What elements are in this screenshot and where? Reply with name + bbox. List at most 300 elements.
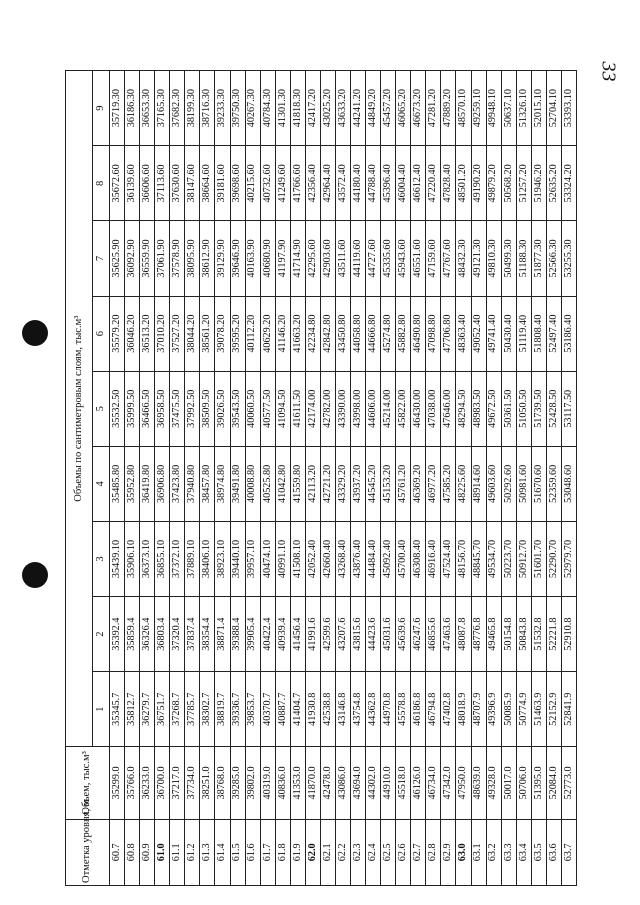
volume-cell: 47342.0 — [441, 747, 456, 819]
layer-volume-cell: 39646.90 — [230, 221, 245, 296]
layer-volume-cell: 46612.40 — [411, 146, 426, 221]
volume-cell: 50017.0 — [501, 747, 516, 819]
volume-cell: 42478.0 — [320, 747, 335, 819]
layer-volume-cell: 51532.8 — [531, 597, 546, 672]
layer-volume-cell: 48087.8 — [456, 597, 471, 672]
table-row — [170, 71, 185, 886]
layer-volume-cell: 52497.40 — [546, 296, 561, 371]
layer-volume-cell: 35859.4 — [125, 597, 140, 672]
table-row — [426, 71, 441, 886]
layer-volume-cell: 52841.9 — [561, 672, 576, 747]
level-cell: 60.7 — [110, 819, 125, 885]
level-cell: 61.5 — [230, 819, 245, 885]
layer-volume-cell: 43633.20 — [335, 71, 350, 146]
layer-volume-cell: 52015.10 — [531, 71, 546, 146]
rotated-table-container — [65, 70, 577, 886]
layer-volume-cell: 47706.80 — [441, 296, 456, 371]
layer-volume-cell: 36092.90 — [125, 221, 140, 296]
layer-volume-cell: 47828.40 — [441, 146, 456, 221]
layer-volume-cell: 45457.20 — [381, 71, 396, 146]
level-cell: 61.6 — [245, 819, 260, 885]
layer-volume-cell: 35812.7 — [125, 672, 140, 747]
layer-volume-cell: 52566.30 — [546, 221, 561, 296]
layer-volume-cell: 46430.00 — [411, 371, 426, 446]
layer-volume-cell: 40991.10 — [275, 521, 290, 596]
layer-volume-cell: 35952.80 — [125, 446, 140, 521]
layer-volume-cell: 50774.9 — [516, 672, 531, 747]
table-row — [441, 71, 456, 886]
level-cell: 62.0 — [305, 819, 320, 885]
layer-volume-cell: 51257.20 — [516, 146, 531, 221]
layer-volume-cell: 42782.00 — [320, 371, 335, 446]
layer-volume-cell: 38147.60 — [185, 146, 200, 221]
layer-volume-cell: 46855.6 — [426, 597, 441, 672]
layer-volume-cell: 43146.8 — [335, 672, 350, 747]
table-row — [335, 71, 350, 886]
layer-volume-cell: 46551.60 — [411, 221, 426, 296]
layer-volume-cell: 38354.4 — [200, 597, 215, 672]
layer-volume-cell: 37061.90 — [155, 221, 170, 296]
layer-volume-cell: 45335.60 — [381, 221, 396, 296]
layer-volume-cell: 47585.20 — [441, 446, 456, 521]
layer-volume-cell: 43572.40 — [335, 146, 350, 221]
layer-volume-cell: 48845.70 — [471, 521, 486, 596]
punch-hole-top — [22, 320, 48, 346]
layer-volume-cell: 37320.4 — [170, 597, 185, 672]
layer-volume-cell: 39233.30 — [215, 71, 230, 146]
layer-volume-cell: 48501.20 — [456, 146, 471, 221]
volume-cell: 50706.0 — [516, 747, 531, 819]
layer-volume-cell: 42964.40 — [320, 146, 335, 221]
layer-volume-cell: 37010.20 — [155, 296, 170, 371]
level-cell: 63.5 — [531, 819, 546, 885]
layer-volume-cell: 39491.80 — [230, 446, 245, 521]
layer-volume-cell: 51670.60 — [531, 446, 546, 521]
layer-volume-cell: 45822.00 — [396, 371, 411, 446]
layer-volume-cell: 45031.6 — [381, 597, 396, 672]
layer-volume-cell: 44666.80 — [366, 296, 381, 371]
volume-cell: 44910.0 — [381, 747, 396, 819]
layer-volume-cell: 40474.10 — [260, 521, 275, 596]
layer-volume-cell: 39440.10 — [230, 521, 245, 596]
level-cell: 62.6 — [396, 819, 411, 885]
level-cell: 63.2 — [486, 819, 501, 885]
table-row — [531, 71, 546, 886]
layer-volume-cell: 36186.30 — [125, 71, 140, 146]
layer-volume-cell: 42599.6 — [320, 597, 335, 672]
layer-volume-cell: 40680.90 — [260, 221, 275, 296]
layer-volume-cell: 52910.8 — [561, 597, 576, 672]
layer-volume-cell: 53117.50 — [561, 371, 576, 446]
layer-volume-cell: 39129.90 — [215, 221, 230, 296]
layer-volume-cell: 42417.20 — [305, 71, 320, 146]
layer-volume-cell: 41766.60 — [290, 146, 305, 221]
table-row — [185, 71, 200, 886]
layer-volume-cell: 44362.8 — [366, 672, 381, 747]
table-row — [215, 71, 230, 886]
layer-volume-cell: 41663.20 — [290, 296, 305, 371]
layer-volume-cell: 45700.40 — [396, 521, 411, 596]
layer-volume-cell: 45092.40 — [381, 521, 396, 596]
level-cell: 62.7 — [411, 819, 426, 885]
layer-volume-cell: 39336.7 — [230, 672, 245, 747]
layer-volume-cell: 49603.60 — [486, 446, 501, 521]
layer-volume-cell: 52979.70 — [561, 521, 576, 596]
layer-volume-cell: 35906.10 — [125, 521, 140, 596]
table-row — [305, 71, 320, 886]
layer-volume-cell: 36803.4 — [155, 597, 170, 672]
level-cell: 62.5 — [381, 819, 396, 885]
layer-volume-cell: 35625.90 — [110, 221, 125, 296]
layer-volume-cell: 51463.9 — [531, 672, 546, 747]
layer-volume-cell: 44241.20 — [351, 71, 366, 146]
layer-volume-cell: 52635.20 — [546, 146, 561, 221]
layer-volume-cell: 35485.80 — [110, 446, 125, 521]
layer-volume-cell: 35392.4 — [110, 597, 125, 672]
layer-volume-cell: 37630.60 — [170, 146, 185, 221]
layer-volume-cell: 46673.20 — [411, 71, 426, 146]
table-row — [351, 71, 366, 886]
layer-volume-cell: 48432.30 — [456, 221, 471, 296]
layer-volume-cell: 44058.80 — [351, 296, 366, 371]
layer-volume-cell: 48225.60 — [456, 446, 471, 521]
layer-volume-cell: 48363.40 — [456, 296, 471, 371]
layer-volume-cell: 44606.00 — [366, 371, 381, 446]
layer-volume-cell: 38716.30 — [200, 71, 215, 146]
layer-volume-cell: 46065.20 — [396, 71, 411, 146]
level-cell: 61.4 — [215, 819, 230, 885]
layer-volume-cell: 53048.60 — [561, 446, 576, 521]
layer-volume-cell: 41301.30 — [275, 71, 290, 146]
table-row — [290, 71, 305, 886]
layer-volume-cell: 49672.50 — [486, 371, 501, 446]
layer-volume-cell: 48294.50 — [456, 371, 471, 446]
table-row — [275, 71, 290, 886]
layer-volume-cell: 43511.60 — [335, 221, 350, 296]
table-row — [155, 71, 170, 886]
table-row — [501, 71, 516, 886]
layer-volume-cell: 37992.50 — [185, 371, 200, 446]
layer-volume-cell: 45761.20 — [396, 446, 411, 521]
layer-volume-cell: 39078.20 — [215, 296, 230, 371]
layer-volume-cell: 45153.20 — [381, 446, 396, 521]
layer-volume-cell: 35672.60 — [110, 146, 125, 221]
layer-volume-cell: 39388.4 — [230, 597, 245, 672]
level-cell: 61.9 — [290, 819, 305, 885]
layer-volume-cell: 40629.20 — [260, 296, 275, 371]
layer-volume-cell: 51946.20 — [531, 146, 546, 221]
layer-volume-cell: 47402.8 — [441, 672, 456, 747]
layer-volume-cell: 47159.60 — [426, 221, 441, 296]
table-row — [486, 71, 501, 886]
layer-volume-cell: 46490.80 — [411, 296, 426, 371]
layer-volume-cell: 37682.30 — [170, 71, 185, 146]
layer-volume-cell: 49396.9 — [486, 672, 501, 747]
header-subcol: 3 — [93, 521, 110, 596]
layer-volume-cell: 45274.80 — [381, 296, 396, 371]
table-row — [546, 71, 561, 886]
level-cell: 60.9 — [140, 819, 155, 885]
layer-volume-cell: 41094.50 — [275, 371, 290, 446]
layer-volume-cell: 37113.60 — [155, 146, 170, 221]
layer-volume-cell: 46186.8 — [411, 672, 426, 747]
volume-cell: 46734.0 — [426, 747, 441, 819]
layer-volume-cell: 47646.00 — [441, 371, 456, 446]
layer-volume-cell: 41991.6 — [305, 597, 320, 672]
volume-cell: 38251.0 — [200, 747, 215, 819]
layer-volume-cell: 40939.4 — [275, 597, 290, 672]
layer-volume-cell: 48570.10 — [456, 71, 471, 146]
layer-volume-cell: 45578.8 — [396, 672, 411, 747]
volume-cell: 47950.0 — [456, 747, 471, 819]
layer-volume-cell: 41930.8 — [305, 672, 320, 747]
layer-volume-cell: 37475.50 — [170, 371, 185, 446]
table-row — [561, 71, 576, 886]
layer-volume-cell: 40112.20 — [245, 296, 260, 371]
volume-cell: 35299.0 — [110, 747, 125, 819]
layer-volume-cell: 37578.90 — [170, 221, 185, 296]
layer-volume-cell: 37372.10 — [170, 521, 185, 596]
layer-volume-cell: 50981.60 — [516, 446, 531, 521]
layer-volume-cell: 43390.00 — [335, 371, 350, 446]
layer-volume-cell: 35345.7 — [110, 672, 125, 747]
volume-cell: 49328.0 — [486, 747, 501, 819]
layer-volume-cell: 44545.20 — [366, 446, 381, 521]
layer-volume-cell: 36279.7 — [140, 672, 155, 747]
layer-volume-cell: 42295.60 — [305, 221, 320, 296]
layer-volume-cell: 40060.50 — [245, 371, 260, 446]
volume-cell: 43086.0 — [335, 747, 350, 819]
layer-volume-cell: 35532.50 — [110, 371, 125, 446]
level-cell: 63.0 — [456, 819, 471, 885]
layer-volume-cell: 50223.70 — [501, 521, 516, 596]
layer-volume-cell: 47220.40 — [426, 146, 441, 221]
punch-hole-bottom — [22, 562, 48, 588]
layer-volume-cell: 53186.40 — [561, 296, 576, 371]
layer-volume-cell: 44849.20 — [366, 71, 381, 146]
volume-cell: 39802.0 — [245, 747, 260, 819]
layer-volume-cell: 46369.20 — [411, 446, 426, 521]
header-group: Объемы по сантиметровым слоям, тыс.м³ — [66, 71, 93, 747]
layer-volume-cell: 42174.00 — [305, 371, 320, 446]
table-row — [471, 71, 486, 886]
layer-volume-cell: 45639.6 — [396, 597, 411, 672]
layer-volume-cell: 47038.00 — [426, 371, 441, 446]
layer-volume-cell: 50499.30 — [501, 221, 516, 296]
layer-volume-cell: 43754.8 — [351, 672, 366, 747]
layer-volume-cell: 48776.8 — [471, 597, 486, 672]
layer-volume-cell: 51808.40 — [531, 296, 546, 371]
layer-volume-cell: 50361.50 — [501, 371, 516, 446]
layer-volume-cell: 49465.8 — [486, 597, 501, 672]
layer-volume-cell: 36419.80 — [140, 446, 155, 521]
volume-cell: 52773.0 — [561, 747, 576, 819]
level-cell: 63.1 — [471, 819, 486, 885]
layer-volume-cell: 36373.10 — [140, 521, 155, 596]
layer-volume-cell: 38561.20 — [200, 296, 215, 371]
layer-volume-cell: 38302.7 — [200, 672, 215, 747]
level-cell: 62.2 — [335, 819, 350, 885]
level-cell: 61.2 — [185, 819, 200, 885]
layer-volume-cell: 47281.20 — [426, 71, 441, 146]
header-subcol: 2 — [93, 597, 110, 672]
layer-volume-cell: 50912.70 — [516, 521, 531, 596]
header-subcol: 5 — [93, 371, 110, 446]
layer-volume-cell: 51601.70 — [531, 521, 546, 596]
layer-volume-cell: 47098.80 — [426, 296, 441, 371]
header-subcol: 7 — [93, 221, 110, 296]
layer-volume-cell: 50843.8 — [516, 597, 531, 672]
layer-volume-cell: 38974.80 — [215, 446, 230, 521]
layer-volume-cell: 52290.70 — [546, 521, 561, 596]
layer-volume-cell: 49534.70 — [486, 521, 501, 596]
layer-volume-cell: 40732.60 — [260, 146, 275, 221]
volume-cell: 41870.0 — [305, 747, 320, 819]
layer-volume-cell: 45396.40 — [381, 146, 396, 221]
layer-volume-cell: 40525.80 — [260, 446, 275, 521]
table-row — [230, 71, 245, 886]
layer-volume-cell: 46794.8 — [426, 672, 441, 747]
layer-volume-cell: 50292.60 — [501, 446, 516, 521]
table-row — [200, 71, 215, 886]
volume-cell: 37217.0 — [170, 747, 185, 819]
layer-volume-cell: 42842.80 — [320, 296, 335, 371]
layer-volume-cell: 52221.8 — [546, 597, 561, 672]
layer-volume-cell: 37785.7 — [185, 672, 200, 747]
table-row — [456, 71, 471, 886]
layer-volume-cell: 39543.50 — [230, 371, 245, 446]
layer-volume-cell: 39905.4 — [245, 597, 260, 672]
layer-volume-cell: 49879.20 — [486, 146, 501, 221]
layer-volume-cell: 40163.90 — [245, 221, 260, 296]
layer-volume-cell: 48914.60 — [471, 446, 486, 521]
volume-cell: 51395.0 — [531, 747, 546, 819]
layer-volume-cell: 39698.60 — [230, 146, 245, 221]
level-cell: 61.1 — [170, 819, 185, 885]
layer-volume-cell: 52428.50 — [546, 371, 561, 446]
layer-volume-cell: 49190.20 — [471, 146, 486, 221]
layer-volume-cell: 44180.40 — [351, 146, 366, 221]
layer-volume-cell: 38406.10 — [200, 521, 215, 596]
volume-cell: 38768.0 — [215, 747, 230, 819]
layer-volume-cell: 36653.30 — [140, 71, 155, 146]
layer-volume-cell: 36139.60 — [125, 146, 140, 221]
layer-volume-cell: 43025.20 — [320, 71, 335, 146]
layer-volume-cell: 49810.30 — [486, 221, 501, 296]
table-row — [260, 71, 275, 886]
layer-volume-cell: 37268.7 — [170, 672, 185, 747]
layer-volume-cell: 46977.20 — [426, 446, 441, 521]
layer-volume-cell: 49741.40 — [486, 296, 501, 371]
level-cell: 63.3 — [501, 819, 516, 885]
layer-volume-cell: 40887.7 — [275, 672, 290, 747]
table-row — [110, 71, 125, 886]
layer-volume-cell: 43207.6 — [335, 597, 350, 672]
volume-table — [65, 70, 577, 886]
layer-volume-cell: 50568.20 — [501, 146, 516, 221]
layer-volume-cell: 36958.50 — [155, 371, 170, 446]
volume-cell: 37734.0 — [185, 747, 200, 819]
layer-volume-cell: 37165.30 — [155, 71, 170, 146]
layer-volume-cell: 46247.6 — [411, 597, 426, 672]
volume-cell: 36233.0 — [140, 747, 155, 819]
volume-cell: 40319.0 — [260, 747, 275, 819]
layer-volume-cell: 39750.30 — [230, 71, 245, 146]
layer-volume-cell: 50085.9 — [501, 672, 516, 747]
layer-volume-cell: 49259.10 — [471, 71, 486, 146]
layer-volume-cell: 43268.40 — [335, 521, 350, 596]
layer-volume-cell: 39853.7 — [245, 672, 260, 747]
header-subcol: 4 — [93, 446, 110, 521]
layer-volume-cell: 52359.60 — [546, 446, 561, 521]
volume-cell: 46126.0 — [411, 747, 426, 819]
layer-volume-cell: 53324.20 — [561, 146, 576, 221]
layer-volume-cell: 35719.30 — [110, 71, 125, 146]
level-cell: 61.3 — [200, 819, 215, 885]
layer-volume-cell: 48156.70 — [456, 521, 471, 596]
layer-volume-cell: 41508.10 — [290, 521, 305, 596]
layer-volume-cell: 44788.40 — [366, 146, 381, 221]
layer-volume-cell: 47889.20 — [441, 71, 456, 146]
volume-cell: 43694.0 — [351, 747, 366, 819]
layer-volume-cell: 40008.80 — [245, 446, 260, 521]
layer-volume-cell: 41714.90 — [290, 221, 305, 296]
header-subcol: 9 — [93, 71, 110, 146]
layer-volume-cell: 45943.60 — [396, 221, 411, 296]
layer-volume-cell: 50637.10 — [501, 71, 516, 146]
layer-volume-cell: 42538.8 — [320, 672, 335, 747]
layer-volume-cell: 35999.50 — [125, 371, 140, 446]
level-cell: 62.8 — [426, 819, 441, 885]
layer-volume-cell: 36513.20 — [140, 296, 155, 371]
layer-volume-cell: 37837.4 — [185, 597, 200, 672]
layer-volume-cell: 41146.20 — [275, 296, 290, 371]
layer-volume-cell: 36046.20 — [125, 296, 140, 371]
layer-volume-cell: 36751.7 — [155, 672, 170, 747]
volume-cell: 44302.0 — [366, 747, 381, 819]
layer-volume-cell: 43329.20 — [335, 446, 350, 521]
level-cell: 63.7 — [561, 819, 576, 885]
layer-volume-cell: 39026.50 — [215, 371, 230, 446]
layer-volume-cell: 37527.20 — [170, 296, 185, 371]
layer-volume-cell: 51188.30 — [516, 221, 531, 296]
volume-cell: 45518.0 — [396, 747, 411, 819]
layer-volume-cell: 44970.8 — [381, 672, 396, 747]
table-row — [411, 71, 426, 886]
volume-cell: 52084.0 — [546, 747, 561, 819]
table-row — [396, 71, 411, 886]
layer-volume-cell: 38199.30 — [185, 71, 200, 146]
layer-volume-cell: 36466.50 — [140, 371, 155, 446]
layer-volume-cell: 41559.80 — [290, 446, 305, 521]
level-cell: 62.1 — [320, 819, 335, 885]
table-row — [366, 71, 381, 886]
table-row — [516, 71, 531, 886]
layer-volume-cell: 38457.80 — [200, 446, 215, 521]
layer-volume-cell: 50154.8 — [501, 597, 516, 672]
layer-volume-cell: 42721.20 — [320, 446, 335, 521]
layer-volume-cell: 49052.40 — [471, 296, 486, 371]
header-subcol: 1 — [93, 672, 110, 747]
layer-volume-cell: 38612.90 — [200, 221, 215, 296]
layer-volume-cell: 41404.7 — [290, 672, 305, 747]
layer-volume-cell: 46916.40 — [426, 521, 441, 596]
layer-volume-cell: 52152.9 — [546, 672, 561, 747]
layer-volume-cell: 50430.40 — [501, 296, 516, 371]
layer-volume-cell: 36559.90 — [140, 221, 155, 296]
volume-cell: 36700.0 — [155, 747, 170, 819]
layer-volume-cell: 41818.30 — [290, 71, 305, 146]
